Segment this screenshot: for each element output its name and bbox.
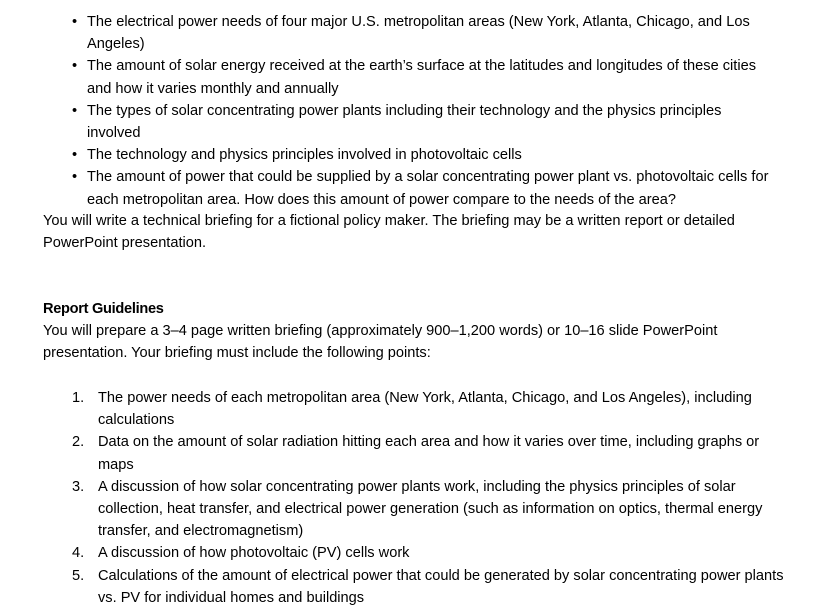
list-item — [72, 100, 777, 144]
bullet-icon: • — [72, 169, 78, 186]
intro-paragraph: You will write a technical briefing for a fictional policy maker. The briefing may be a written report or detailed PowerPoint presentation. — [43, 213, 735, 252]
topic-bullet-list — [72, 11, 777, 211]
list-item — [72, 166, 777, 210]
item-text: Calculations of the amount of electrical power that could be generated by solar concentrating power plants vs. PV for individual homes and buildings — [98, 567, 784, 606]
bullet-icon: • — [72, 102, 78, 119]
list-item — [72, 387, 788, 431]
list-item — [72, 476, 788, 543]
list-item — [72, 11, 777, 55]
item-number: 3. — [72, 478, 85, 495]
bullet-text: The amount of solar energy received at the earth’s surface at the latitudes and longitudes of these cities and how it varies monthly and annually — [87, 58, 757, 97]
list-item — [72, 55, 777, 99]
bullet-icon: • — [72, 14, 78, 30]
list-item — [72, 144, 777, 166]
list-item — [72, 542, 788, 564]
bullet-text: The types of solar concentrating power plants including their technology and the physics principles involved — [87, 102, 722, 142]
item-number: 2. — [72, 434, 85, 451]
bullet-text: The technology and physics principles involved in photovoltaic cells — [87, 147, 522, 164]
list-item — [72, 431, 788, 475]
item-number: 1. — [72, 390, 85, 406]
item-number: 4. — [72, 545, 85, 562]
item-number: 5. — [72, 567, 85, 584]
item-text: Data on the amount of solar radiation hitting each area and how it varies over time, including graphs or maps — [98, 434, 760, 473]
item-text: The power needs of each metropolitan area (New York, Atlanta, Chicago, and Los Angeles), including calculations — [98, 390, 752, 429]
section-heading: Report Guidelines — [43, 301, 164, 317]
item-text: A discussion of how photovoltaic (PV) cells work — [98, 545, 410, 562]
bullet-text: The amount of power that could be supplied by a solar concentrating power plant vs. photovoltaic cells for each metropolitan area. How does this amount of power compare to the needs of the area? — [87, 169, 769, 208]
requirements-numbered-list — [72, 387, 788, 609]
list-item — [72, 565, 788, 609]
guidelines-paragraph: You will prepare a 3–4 page written briefing (approximately 900–1,200 words) or 10–16 slide PowerPoint presentation. Your briefing must include the following points: — [43, 323, 718, 362]
item-text: A discussion of how solar concentrating power plants work, including the physics principles of solar collection, heat transfer, and electrical power generation (such as information on optics, thermal energy transfer, and electromagnetism) — [98, 478, 763, 540]
bullet-icon: • — [72, 58, 78, 75]
bullet-text: The electrical power needs of four major U.S. metropolitan areas (New York, Atlanta, Chicago, and Los Angeles) — [87, 14, 750, 53]
bullet-icon: • — [72, 147, 78, 164]
